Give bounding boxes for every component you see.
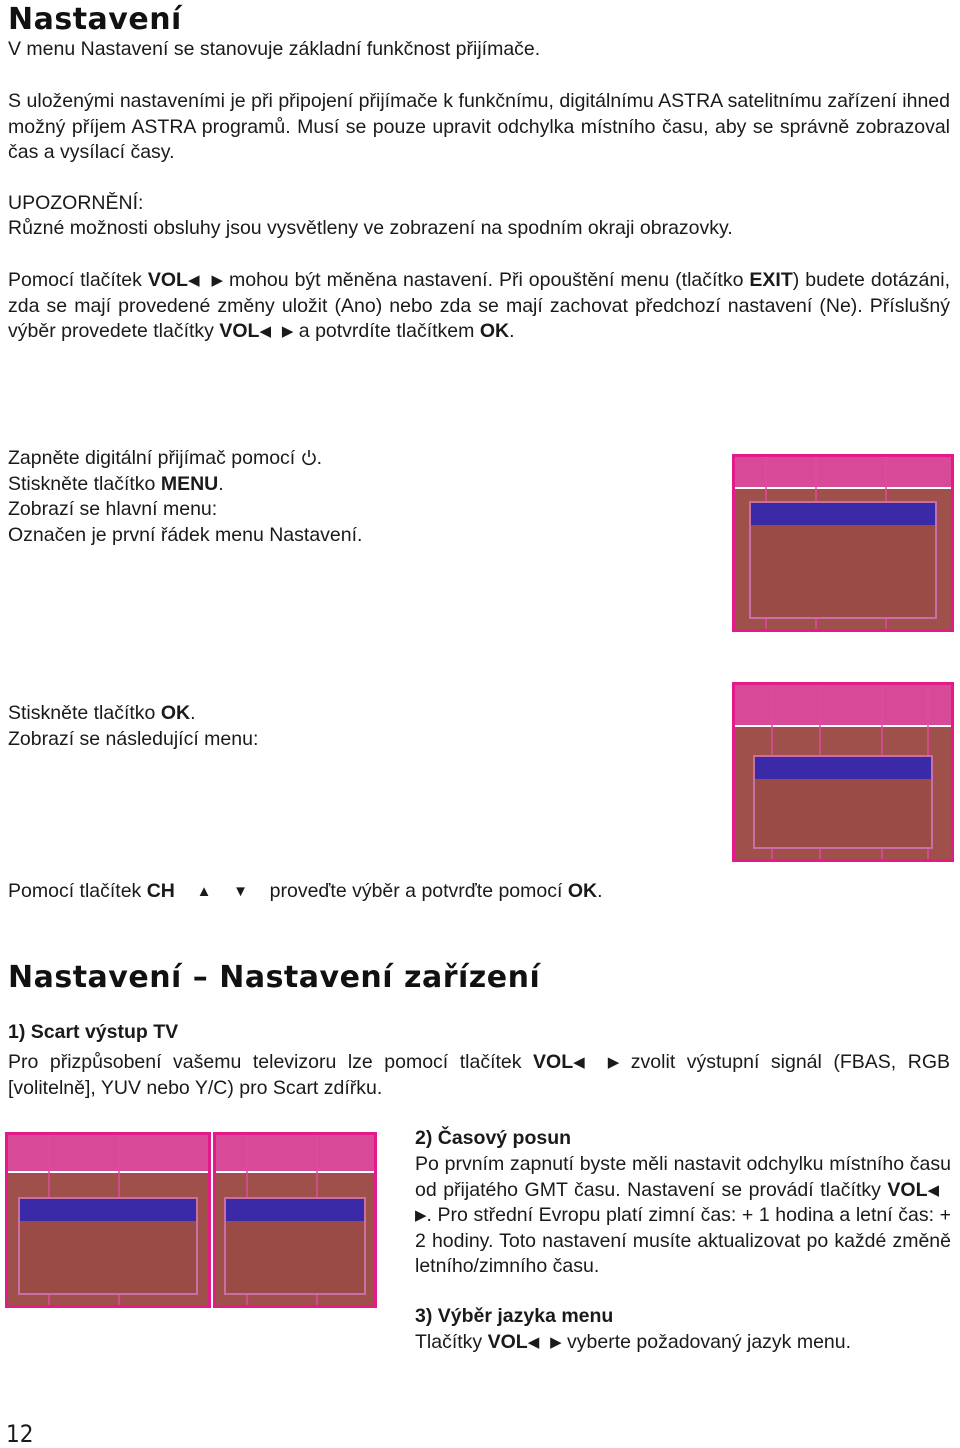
page-number: 12 xyxy=(6,1420,34,1448)
triangle-left-icon: ◀ xyxy=(573,1054,585,1071)
power-icon xyxy=(301,448,317,466)
page-title: Nastavení xyxy=(8,2,182,37)
ok-key-label: OK xyxy=(479,320,510,342)
vol-key-label: VOL xyxy=(147,269,188,291)
subsection-title-scart: 1) Scart výstup TV xyxy=(8,1021,179,1043)
triangle-up-icon: ▲ xyxy=(196,883,212,900)
step-ok-submenu: Stiskněte tlačítko OK. Zobrazí se následující menu: xyxy=(8,702,259,750)
menu-language-description: Tlačítky VOL◀ ▶ vyberte požadovaný jazyk menu. xyxy=(415,1330,951,1356)
scart-description: Pro přizpůsobení vašemu televizoru lze pomocí tlačítek VOL◀ ▶ zvolit výstupní signál (FBAS, RGB [volitelně], YUV nebo Y/C) pro Scart zdířku. xyxy=(8,1051,950,1099)
tv-screenshot-settings-menu xyxy=(732,682,954,862)
step-main-menu: Zapněte digitální přijímač pomocí . Stiskněte tlačítko MENU. Zobrazí se hlavní menu: Označen je první řádek menu Nastavení. xyxy=(8,447,363,546)
triangle-right-icon: ▶ xyxy=(550,1334,562,1351)
triangle-down-icon: ▼ xyxy=(233,883,248,900)
intro-text: V menu Nastavení se stanovuje základní funkčnost přijímače. xyxy=(8,38,541,60)
step-select-confirm: Pomocí tlačítek CH ▲ ▼ proveďte výběr a potvrďte pomocí OK. xyxy=(8,879,708,905)
vol-key-label: VOL xyxy=(887,1178,928,1201)
paragraph-stored-settings: S uloženými nastaveními je při připojení přijímače k funkčnímu, digitálnímu ASTRA satelitnímu zařízení ihned možný příjem ASTRA programů. Musí se pouze upravit odchylka místního času, aby se správně zobrazoval čas a vysílací časy. xyxy=(8,90,950,163)
vol-key-label: VOL xyxy=(487,1331,528,1353)
triangle-right-icon: ▶ xyxy=(281,323,294,340)
triangle-left-icon: ◀ xyxy=(527,1334,540,1351)
menu-key-label: MENU xyxy=(160,472,219,495)
tv-screenshot-device-settings xyxy=(5,1132,211,1308)
ok-key-label: OK xyxy=(567,880,598,902)
tv-screenshot-main-menu xyxy=(732,454,954,632)
paragraph-vol-controls: Pomocí tlačítek VOL◀ ▶ mohou být měněna nastavení. Při opouštění menu (tlačítko EXIT) budete dotázáni, zda se mají provedené změny uložit (Ano) nebo zda se mají zachovat předchozí nastavení (Ne). Příslušný výběr provedete tlačítky VOL◀ ▶ a potvrdíte tlačítkem OK. xyxy=(8,268,950,345)
ch-key-label: CH xyxy=(146,880,175,902)
triangle-right-icon: ▶ xyxy=(607,1054,620,1071)
vol-key-label: VOL xyxy=(219,320,260,342)
section-title-device-settings: Nastavení – Nastavení zařízení xyxy=(8,960,541,995)
time-offset-description: Po prvním zapnutí byste měli nastavit odchylku místního času od přijatého GMT času. Nastavení se provádí tlačítky VOL◀ ▶. Pro střední Evropu platí zimní čas: + 1 hodina a letní čas: + 2 hodiny. Toto nastavení musíte aktualizovat po každé změně letního/zimního času. xyxy=(415,1153,951,1277)
warning-heading: UPOZORNĚNÍ: xyxy=(8,192,144,214)
subsection-title-time-offset: 2) Časový posun xyxy=(415,1127,572,1149)
triangle-left-icon: ◀ xyxy=(187,272,200,289)
triangle-right-icon: ▶ xyxy=(211,272,223,289)
tv-screenshot-scart-options xyxy=(213,1132,377,1308)
triangle-left-icon: ◀ xyxy=(259,323,271,340)
triangle-right-icon: ▶ xyxy=(415,1207,427,1224)
warning-text: Různé možnosti obsluhy jsou vysvětleny ve zobrazení na spodním okraji obrazovky. xyxy=(8,217,733,239)
exit-key-label: EXIT xyxy=(749,269,793,291)
ok-key-label: OK xyxy=(160,702,191,724)
subsection-title-menu-language: 3) Výběr jazyka menu xyxy=(415,1305,614,1327)
vol-key-label: VOL xyxy=(533,1051,574,1073)
triangle-left-icon: ◀ xyxy=(927,1181,940,1199)
